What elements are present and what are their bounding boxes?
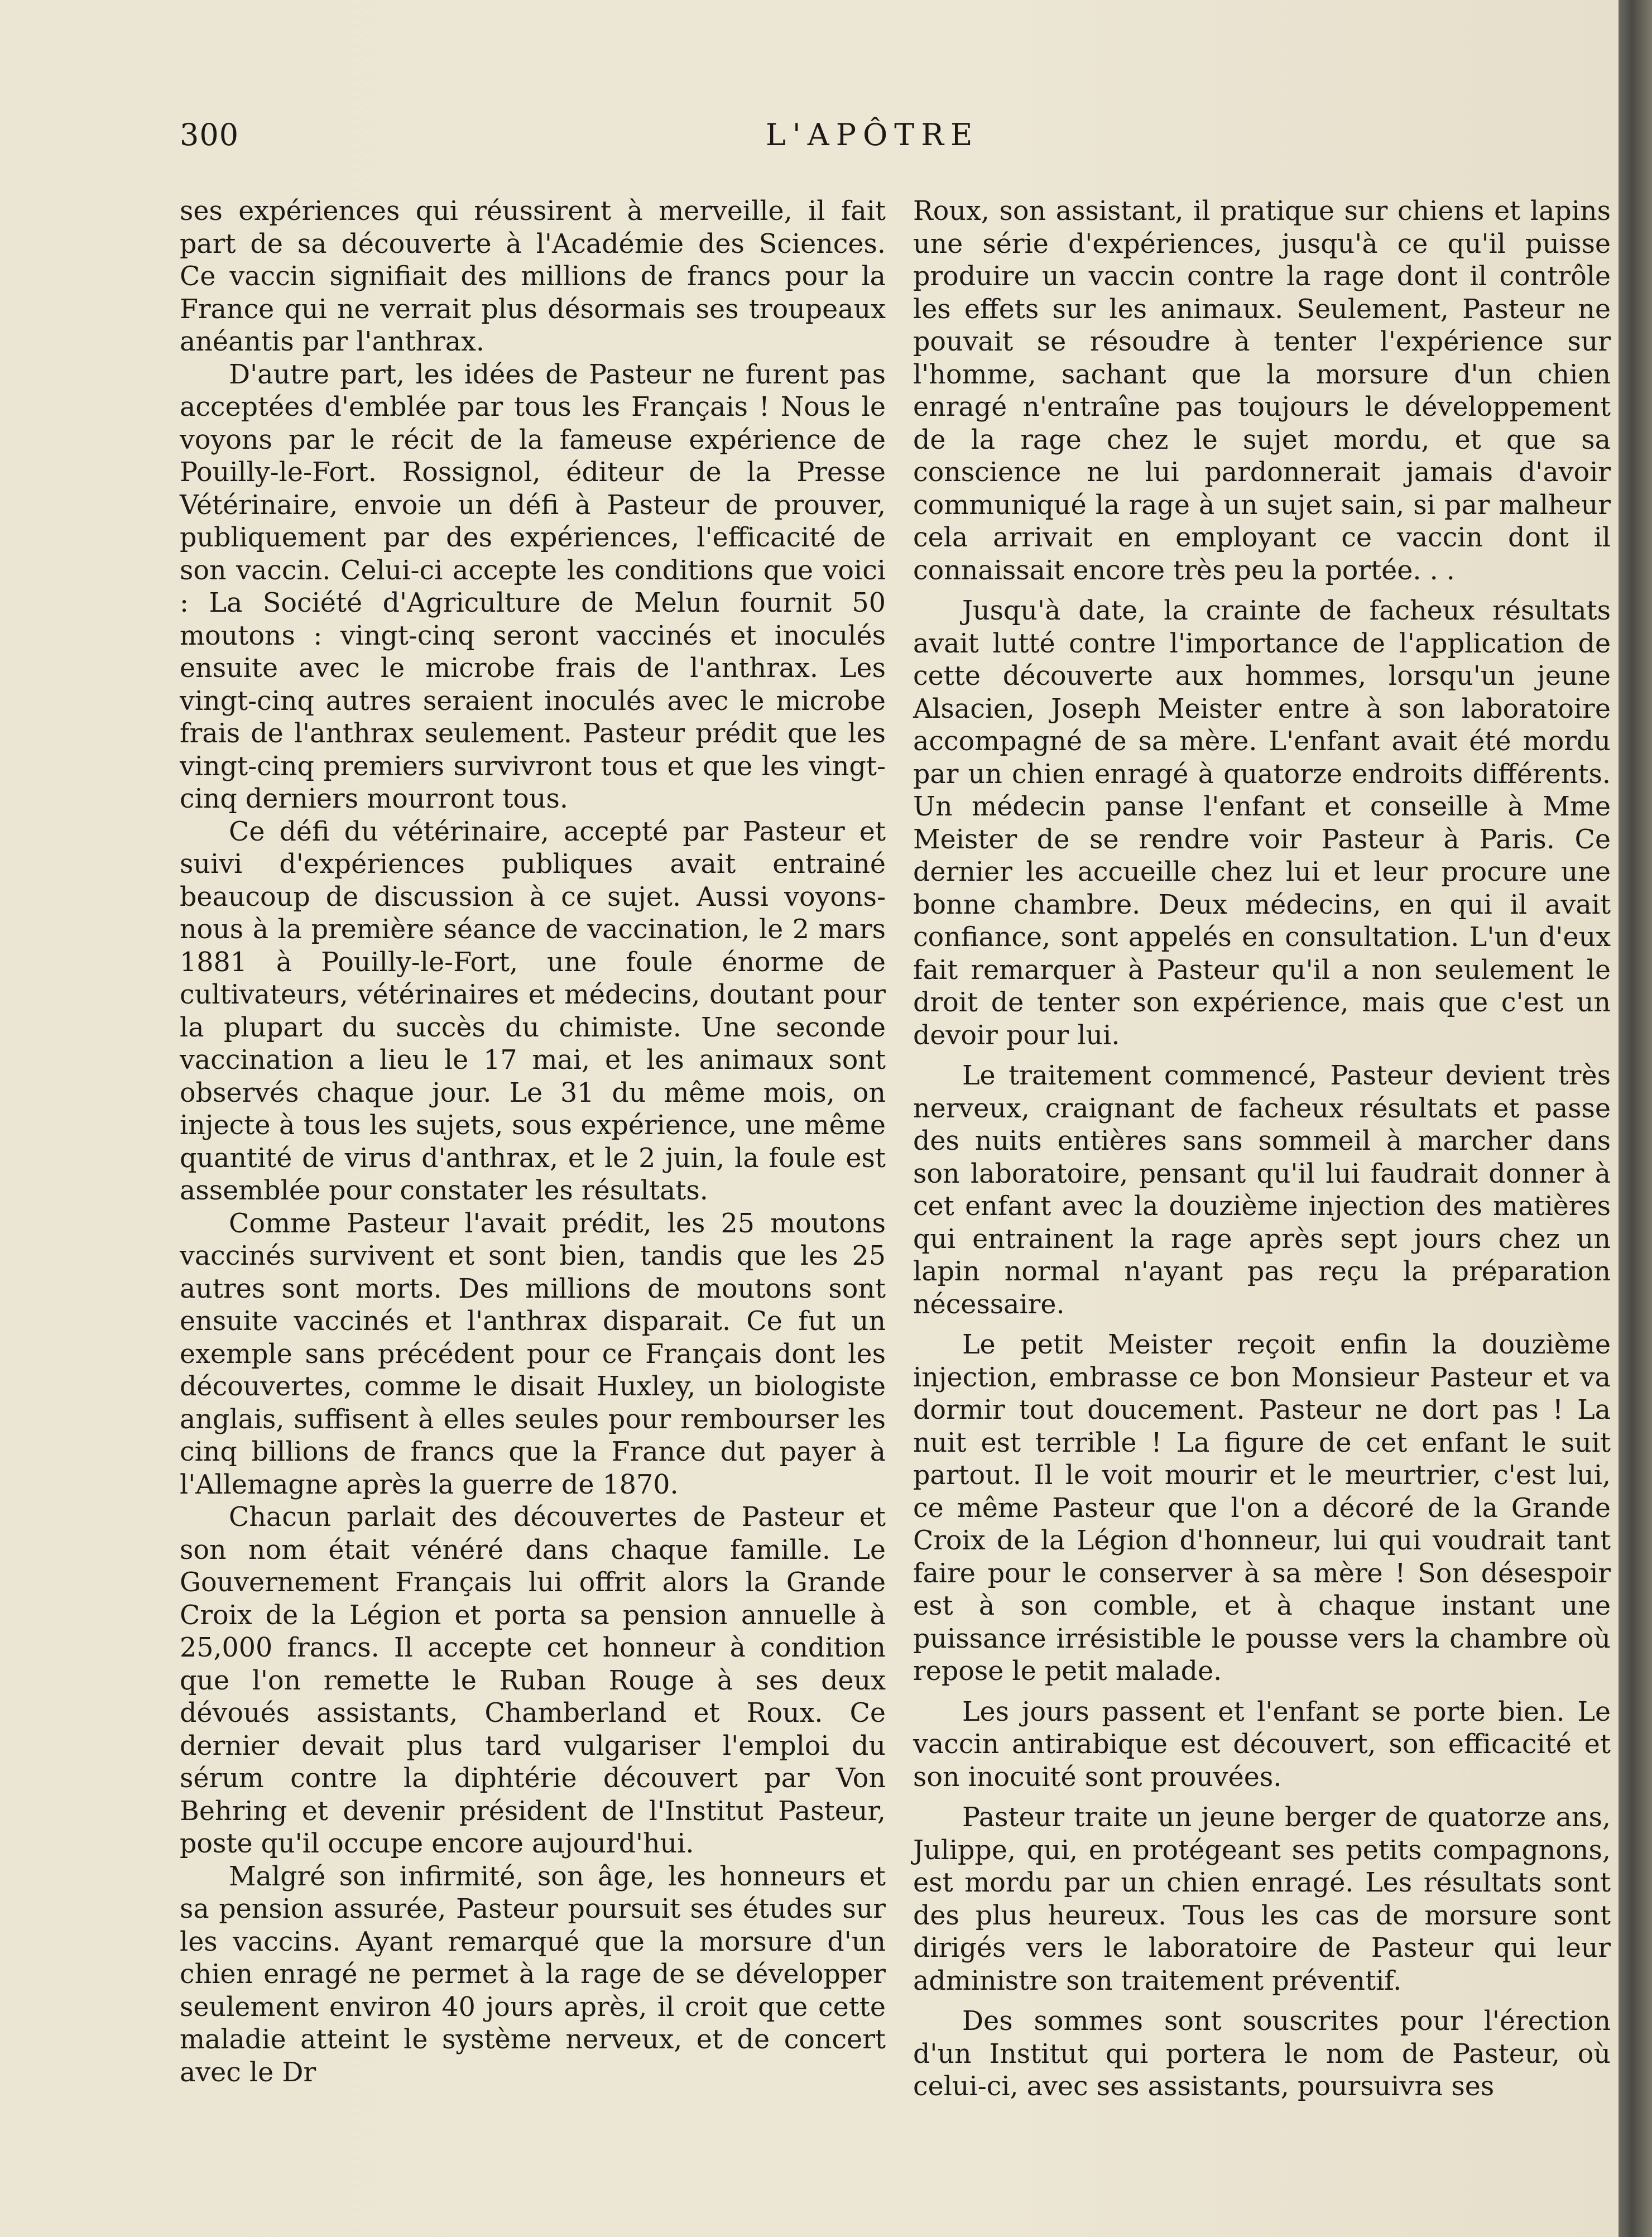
paragraph: Comme Pasteur l'avait prédit, les 25 moutons vaccinés survivent et sont bien, tandis que les 25 autres sont morts. Des millions de moutons sont ensuite vaccinés et l'anthrax disparait. Ce fut un exemple sans précédent pour ce Français dont les découvertes, comme le disait Huxley, un biologiste anglais, suffisent à elles seules pour rembourser les cinq billions de francs que la France dut payer à l'Allemagne après la guerre de 1870.	[180, 1208, 886, 1500]
paragraph: Ce défi du vétérinaire, accepté par Pasteur et suivi d'expériences publiques avait entrainé beaucoup de discussion à ce sujet. Aussi voyons-nous à la première séance de vaccination, le 2 mars 1881 à Pouilly-le-Fort, une foule énorme de cultivateurs, vétérinaires et médecins, doutant pour la plupart du succès du chimiste. Une seconde vaccination a lieu le 17 mai, et les animaux sont observés chaque jour. Le 31 du même mois, on injecte à tous les sujets, sous expérience, une même quantité de virus d'anthrax, et le 2 juin, la foule est assemblée pour constater les résultats.	[180, 816, 886, 1206]
paragraph: Jusqu'à date, la crainte de facheux résultats avait lutté contre l'importance de l'application de cette découverte aux hommes, lorsqu'un jeune Alsacien, Joseph Meister entre à son laboratoire accompagné de sa mère. L'enfant avait été mordu par un chien enragé à quatorze endroits différents. Un médecin panse l'enfant et conseille à Mme Meister de se rendre voir Pasteur à Paris. Ce dernier les accueille chez lui et leur procure une bonne chambre. Deux médecins, en qui il avait confiance, sont appelés en consultation. L'un d'eux fait remarquer à Pasteur qu'il a non seulement le droit de tenter son expérience, mais que c'est un devoir pour lui.	[913, 596, 1611, 1051]
paragraph: Roux, son assistant, il pratique sur chiens et lapins une série d'expériences, jusqu'à ce qu'il puisse produire un vaccin contre la rage dont il contrôle les effets sur les animaux. Seulement, Pasteur ne pouvait se résoudre à tenter l'expérience sur l'homme, sachant que la morsure d'un chien enragé n'entraîne pas toujours le développement de la rage chez le sujet mordu, et que sa conscience ne lui pardonnerait jamais d'avoir communiqué la rage à un sujet sain, si par malheur cela arrivait en employant ce vaccin dont il connaissait encore très peu la portée. . .	[913, 196, 1611, 586]
paragraph: Des sommes sont souscrites pour l'érection d'un Institut qui portera le nom de Pasteur, où celui-ci, avec ses assistants, poursuivra ses	[913, 2006, 1611, 2102]
paragraph: ses expériences qui réussirent à merveille, il fait part de sa découverte à l'Académie des Sciences. Ce vaccin signifiait des millions de francs pour la France qui ne verrait plus désormais ses troupeaux anéantis par l'anthrax.	[180, 196, 886, 357]
running-title: L'APÔTRE	[766, 117, 979, 152]
left-column	[180, 195, 886, 2089]
paragraph: Malgré son infirmité, son âge, les honneurs et sa pension assurée, Pasteur poursuit ses études sur les vaccins. Ayant remarqué que la morsure d'un chien enragé ne permet à la rage de se développer seulement environ 40 jours après, il croit que cette maladie atteint le système nerveux, et de concert avec le Dr	[180, 1861, 886, 2088]
paragraph: D'autre part, les idées de Pasteur ne furent pas acceptées d'emblée par tous les Français ! Nous le voyons par le récit de la fameuse expérience de Pouilly-le-Fort. Rossignol, éditeur de la Presse Vétérinaire, envoie un défi à Pasteur de prouver, publiquement par des expériences, l'efficacité de son vaccin. Celui-ci accepte les conditions que voici : La Société d'Agriculture de Melun fournit 50 moutons : vingt-cinq seront vaccinés et inoculés ensuite avec le microbe frais de l'anthrax. Les vingt-cinq autres seraient inoculés avec le microbe frais de l'anthrax seulement. Pasteur prédit que les vingt-cinq premiers survivront tous et que les vingt-cinq derniers mourront tous.	[180, 359, 886, 814]
running-head	[180, 117, 1608, 162]
paragraph: Le traitement commencé, Pasteur devient très nerveux, craignant de facheux résultats et passe des nuits entières sans sommeil à marcher dans son laboratoire, pensant qu'il lui faudrait donner à cet enfant avec la douzième injection des matières qui entrainent la rage après sept jours chez un lapin normal n'ayant pas reçu la préparation nécessaire.	[913, 1060, 1611, 1320]
paragraph: Les jours passent et l'enfant se porte bien. Le vaccin antirabique est découvert, son efficacité et son inocuité sont prouvées.	[913, 1696, 1611, 1793]
paragraph: Pasteur traite un jeune berger de quatorze ans, Julippe, qui, en protégeant ses petits compagnons, est mordu par un chien enragé. Les résultats sont des plus heureux. Tous les cas de morsure sont dirigés vers le laboratoire de Pasteur qui leur administre son traitement préventif.	[913, 1802, 1611, 1996]
right-column	[913, 195, 1611, 2104]
paragraph: Le petit Meister reçoit enfin la douzième injection, embrasse ce bon Monsieur Pasteur et va dormir tout doucement. Pasteur ne dort pas ! La nuit est terrible ! La figure de cet enfant le suit partout. Il le voit mourir et le meurtrier, c'est lui, ce même Pasteur que l'on a décoré de la Grande Croix de la Légion d'honneur, lui qui voudrait tant faire pour le conserver à sa mère ! Son désespoir est à son comble, et à chaque instant une puissance irrésistible le pousse vers la chambre où repose le petit malade.	[913, 1329, 1611, 1687]
paragraph: Chacun parlait des découvertes de Pasteur et son nom était vénéré dans chaque famille. Le Gouvernement Français lui offrit alors la Grande Croix de la Légion et porta sa pension annuelle à 25,000 francs. Il accepte cet honneur à condition que l'on remette le Ruban Rouge à ses deux dévoués assistants, Chamberland et Roux. Ce dernier devait plus tard vulgariser l'emploi du sérum contre la diphtérie découvert par Von Behring et devenir président de l'Institut Pasteur, poste qu'il occupe encore aujourd'hui.	[180, 1502, 886, 1859]
page-number: 300	[180, 117, 239, 152]
book-binding-edge	[1619, 0, 1652, 2237]
